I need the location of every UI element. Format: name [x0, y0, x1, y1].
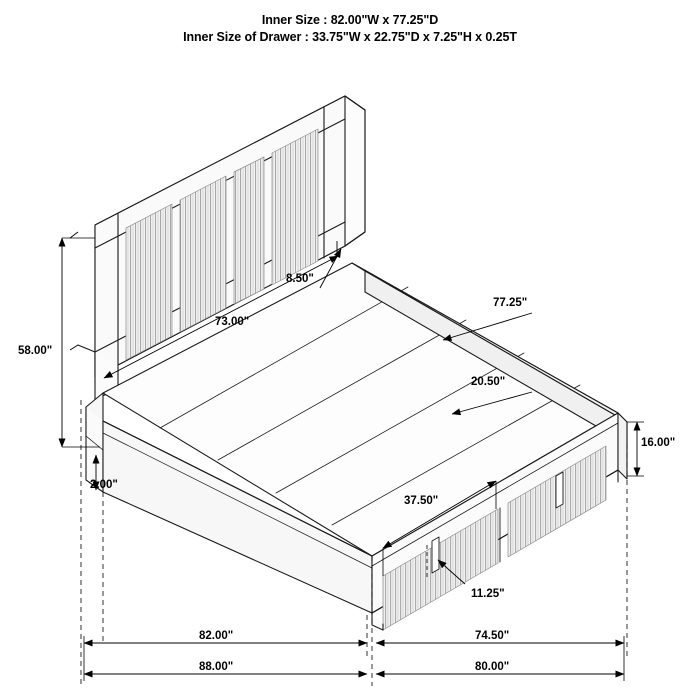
inner-size-line-2: Inner Size of Drawer : 33.75"W x 22.75"D x 7.25"H x 0.25T	[183, 30, 517, 44]
inner-size-line-1: Inner Size : 82.00"W x 77.25"D	[261, 13, 439, 27]
dim-20-5: 20.50"	[471, 376, 506, 388]
dim-37-5: 37.50"	[404, 495, 439, 507]
dim-88: 88.00"	[199, 661, 234, 673]
dim-16: 16.00"	[641, 437, 676, 449]
dim-8-5: 8.50"	[286, 273, 314, 285]
dim-77-25: 77.25"	[493, 297, 528, 309]
dim-11-25: 11.25"	[471, 588, 505, 600]
dim-82: 82.00"	[199, 630, 234, 642]
drawer-pull	[432, 537, 439, 573]
bed-illustration	[78, 96, 627, 630]
dim-73: 73.00"	[215, 316, 250, 328]
dim-80: 80.00"	[475, 661, 510, 673]
dim-2: 2.00"	[90, 479, 118, 491]
dim-74-5: 74.50"	[475, 630, 510, 642]
dim-58: 58.00"	[18, 345, 53, 357]
